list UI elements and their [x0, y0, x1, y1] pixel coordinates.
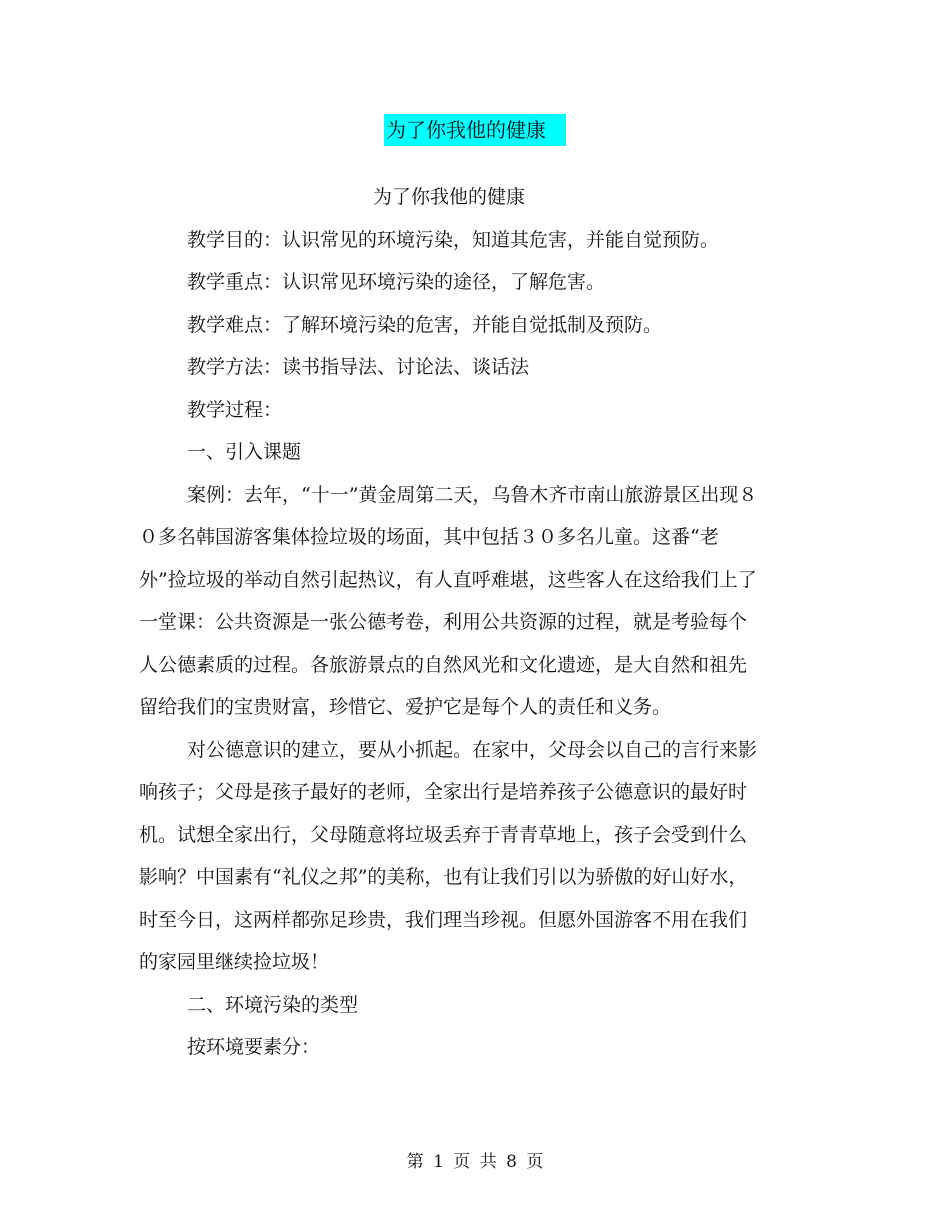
page-footer: 第 1 页 共 8 页 [406, 1152, 544, 1172]
classification-line: 按环境要素分： [187, 1036, 321, 1058]
section-heading-intro: 一、引入课题 [187, 441, 302, 463]
teaching-process: 教学过程： [187, 398, 283, 421]
teaching-method: 教学方法：读书指导法、讨论法、谈话法 [187, 356, 530, 378]
highlighted-title: 为了你我他的健康 [384, 114, 566, 146]
civic-awareness-paragraph: 对公德意识的建立，要从小抓起。在家中，父母会以自己的言行来影响孩子；父母是孩子最好的老师，全家出行是培养孩子公德意识的最好时机。试想全家出行，父母随意将垃圾丢弃于青青草地上，孩子会受到什么影响？中国素有“礼仪之邦”的美称，也有让我们引以为骄傲的好山好水，时至今日，这两样都弥足珍贵，我们理当珍视。但愿外国游客不用在我们的家园里继续捡垃圾！ [139, 738, 758, 973]
teaching-key-point: 教学重点：认识常见环境污染的途径，了解危害。 [187, 271, 606, 293]
section-heading-pollution-types: 二、环境污染的类型 [187, 993, 359, 1016]
document-header-title [0, 114, 950, 146]
document-body [139, 176, 759, 1069]
teaching-objective: 教学目的：认识常见的环境污染，知道其危害，并能自觉预防。 [187, 228, 720, 251]
case-paragraph: 案例：去年，“十一”黄金周第二天，乌鲁木齐市南山旅游景区出现８０多名韩国游客集体捡垃圾的场面，其中包括３０多名儿童。这番“老外”捡垃圾的举动自然引起热议，有人直呼难堪，这些客人在这给我们上了一堂课：公共资源是一张公德考卷，利用公共资源的过程，就是考验每个人公德素质的过程。各旅游景点的自然风光和文化遗迹，是大自然和祖先留给我们的宝贵财富，珍惜它、爱护它是每个人的责任和义务。 [139, 483, 758, 718]
lesson-title: 为了你我他的健康 [372, 186, 525, 208]
teaching-difficulty: 教学难点：了解环境污染的危害，并能自觉抵制及预防。 [187, 313, 663, 336]
